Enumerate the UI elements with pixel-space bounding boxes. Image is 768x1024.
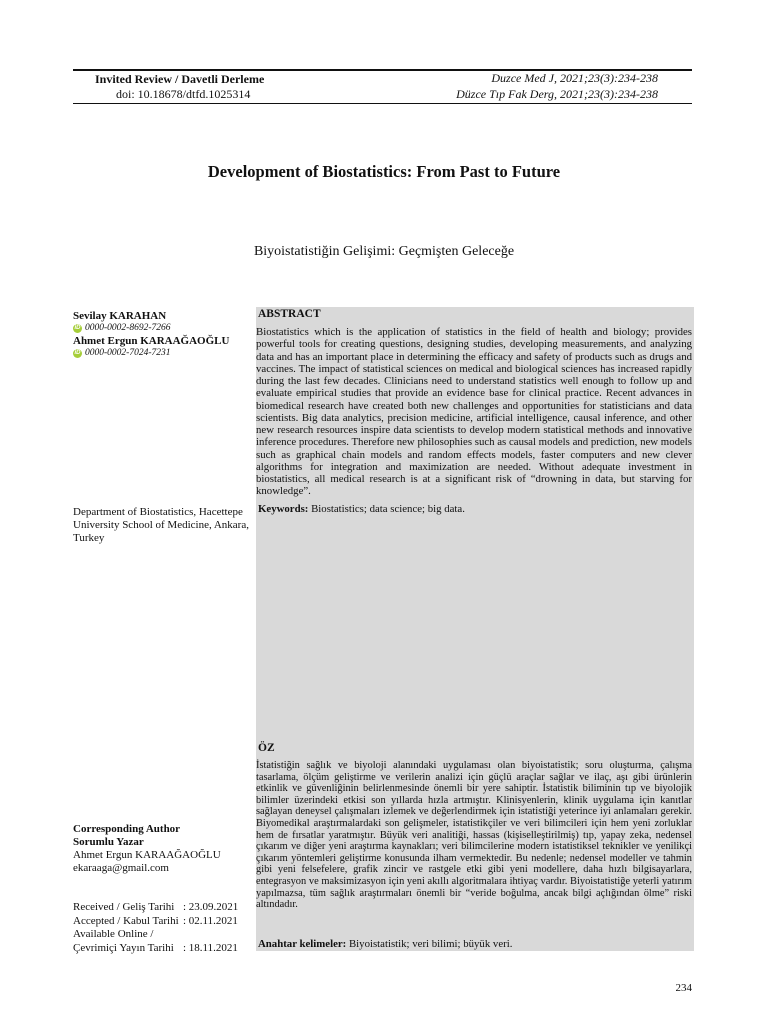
article-type: Invited Review / Davetli Derleme [95,72,265,86]
article-title: Development of Biostatistics: From Past to Future [207,162,561,181]
corresponding-heading-en: Corresponding Author [73,823,181,835]
citation-en: Duzce Med J, 2021;23(3):234-238 [491,71,658,85]
oz-body: İstatistiğin sağlık ve biyoloji alanındaki uygulaması olan biyoistatistik; soru oluşturma, çalışma tasarlama, ölçüm geliştirme ve verilerin analizi için güçlü araçlar sağlar ve ilaç, aşı gibi ürünlerin etkinlik ve güvenliğinin belirlenmesinde önemli bir yere sahiptir. İstatistik biliminin tıp ve biyolojik bilimler üzerindeki etkisi son yıllarda hızla artmıştır. Klinisyenlerin, klinik uygulama için kanıtlar sağlayan deneysel çalışmaları izlemek ve değerlendirmek için istatistiği yeterince iyi anlamaları gerekir. Biyomedikal araştırmalardaki son gelişmeler, istatistikçiler ve veri bilimcileri için hem yeni zorluklar hem de fırsatlar yaratmıştır. Büyük veri analitiği, hassas (kişiselleştirilmiş) tıp, yapay zeka, nedensel çıkarım ve diğer yeni araştırma kaynakları; veri bilimcilerine modern istatistiksel teknikler ve yenilikçi çıkarım yöntemleri geliştirme konusunda ilham vermektedir. Bu nedenle; nedensel modeller ve tahmin gibi yeni felsefelere, grafik zincir ve rastgele etki gibi yeni modellere, daha hızlı bilgisayarlara, entegrasyon ve maksimizasyon için yeni akıllı algoritmalara ihtiyaç vardır. Biyoistatistiğe yeterli yatırım yapılmazsa, tüm sağlık araştırmaları önemli bir “veride boğulma, ancak bilgi açlığından ölme” riski altındadır. [256,760,692,911]
keywords [258,503,692,515]
orcid-icon: iD [74,349,81,356]
corresponding-heading-tr: Sorumlu Yazar [73,836,144,848]
abstract-heading: ABSTRACT [258,308,321,320]
corresponding-name: Ahmet Ergun KARAAĞAOĞLU [73,849,221,861]
anahtar-kelimeler-text: Biyoistatistik; veri bilimi; büyük veri. [348,938,513,950]
accepted-value: : 02.11.2021 [183,914,238,927]
article-dates [73,901,258,955]
author-block [73,310,253,360]
author-orcid[interactable] [73,347,253,359]
author-name: Ahmet Ergun KARAAĞAOĞLU [73,335,230,347]
doi: doi: 10.18678/dtfd.1025314 [116,87,251,101]
keywords-text: Biostatistics; data science; big data. [311,503,465,515]
online-label-tr: Çevrimiçi Yayın Tarihi [73,941,174,954]
online-label: Available Online / [73,928,154,940]
affiliation: Department of Biostatistics, Hacettepe University School of Medicine, Ankara, Turkey [73,506,249,544]
abstract-body: Biostatistics which is the application of statistics in the field of health and biology; provides powerful tools for creating questions, designing studies, developing measurements, and analyzing data and has an important place in determining the efficacy and safety of products such as drugs and vaccines. The impact of statistical sciences on medical and biological sciences has increased rapidly during the last few decades. Clinicians need to understand statistics well enough to follow up and evaluate empirical studies that provide an evidence base for clinical practice. Recent advances in biomedical research have created both new challenges and opportunities for statisticians and data scientists. Big data analytics, precision medicine, artificial intelligence, causal inference, and other new research resources inspire data scientists to develop modern statistical methods and innovative inference procedures. Therefore new philosophies such as causal models and prediction, new models such as graphical chain models and random effects models, faster computers and new clever algorithms for integration and maximization are needed. Without adequate investment in biostatistics, all medical research is at a significant risk of “drowning in data, but starving for knowledge”. [256,326,692,498]
citation-tr: Düzce Tıp Fak Derg, 2021;23(3):234-238 [456,87,658,101]
header-left [95,72,264,102]
corresponding-email[interactable]: ekaraaga@gmail.com [73,862,169,874]
orcid-id: 0000-0002-7024-7231 [85,348,171,358]
author-name: Sevilay KARAHAN [73,310,167,322]
orcid-id: 0000-0002-8692-7266 [85,323,171,333]
anahtar-kelimeler-label: Anahtar kelimeler: [258,938,347,950]
keywords-label: Keywords: [258,503,309,515]
header-right [456,70,658,102]
oz-heading: ÖZ [258,742,275,754]
corresponding-author [73,823,253,875]
page-number: 234 [675,982,692,994]
anahtar-kelimeler [258,938,692,950]
online-value: : 18.11.2021 [183,941,238,954]
received-label: Received / Geliş Tarihi [73,901,175,913]
article-subtitle: Biyoistatistiğin Gelişimi: Geçmişten Geleceğe [253,244,515,259]
header-bottom-rule [73,103,692,104]
orcid-icon: iD [74,324,81,331]
author-orcid[interactable] [73,322,253,334]
received-value: : 23.09.2021 [183,901,239,913]
accepted-label: Accepted / Kabul Tarihi [73,914,179,927]
